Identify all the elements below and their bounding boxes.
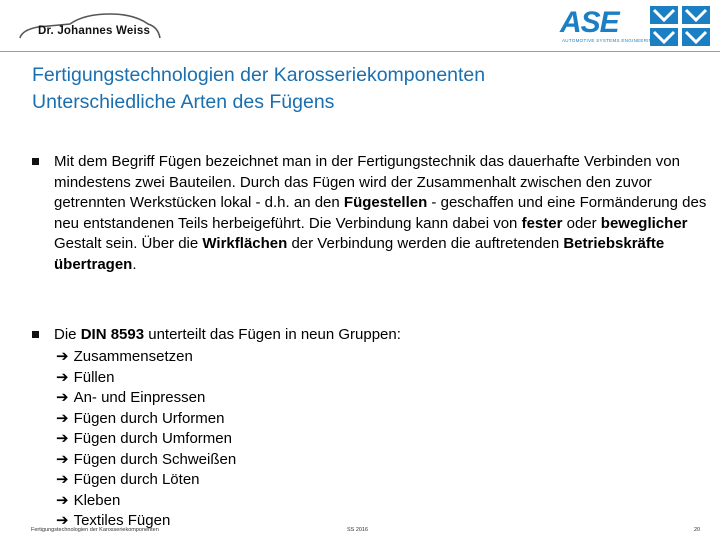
arrow-icon: ➔ (56, 450, 69, 468)
author-logo (18, 10, 163, 44)
arrow-icon: ➔ (56, 430, 69, 447)
header-divider (0, 51, 720, 52)
list-item: ➔ Kleben (56, 491, 121, 509)
list-item: ➔ Fügen durch Löten (56, 471, 200, 488)
arrow-icon: ➔ (56, 389, 69, 406)
din-intro-text: Die DIN 8593 unterteilt das Fügen in neun Gruppen: (54, 326, 401, 343)
ase-logo-subtitle: AUTOMOTIVE SYSTEMS ENGINEERING (562, 38, 657, 43)
footer-page-number: 20 (694, 527, 701, 533)
list-item: ➔ Fügen durch Urformen (56, 409, 225, 427)
slide-title (32, 62, 485, 116)
square-bullet-icon (32, 331, 39, 338)
list-item: ➔ Textiles Fügen (56, 512, 171, 529)
arrow-icon: ➔ (56, 368, 69, 386)
list-item: ➔ Fügen durch Schweißen (56, 450, 237, 468)
arrow-icon: ➔ (56, 471, 69, 488)
arrow-icon: ➔ (56, 348, 69, 365)
title-line-2: Unterschiedliche Arten des Fügens (32, 91, 335, 113)
title-line-1: Fertigungstechnologien der Karosseriekomponenten (32, 64, 486, 86)
footer-semester: SS 2016 (347, 527, 369, 533)
list-item: ➔ Füllen (56, 368, 115, 386)
footer-course-title: Fertigungstechnologien der Karosseriekomponenten (31, 527, 159, 533)
arrow-icon: ➔ (56, 491, 69, 509)
arrow-icon: ➔ (56, 512, 69, 529)
list-item: ➔ Zusammensetzen (56, 348, 193, 365)
square-bullet-icon (32, 158, 39, 165)
institute-emblem-icon (650, 6, 712, 46)
list-item: ➔ Fügen durch Umformen (56, 430, 232, 447)
ase-logo (560, 6, 712, 46)
list-item: ➔ An- und Einpressen (56, 389, 206, 406)
definition-text: Mit dem Begriff Fügen bezeichnet man in der Fertigungstechnik das dauerhafte Verbinden von mindestens zwei Bauteilen. Durch das Fügen wird der Zusammenhalt zwischen den zuvor getrennten Werkstücken lokal - d.h. an den Fügestellen - geschaffen und eine Formänderung des neu entstandenen Teils herbeigeführt. Die Verbindung kann dabei von fester oder beweglicher Gestalt sein. Über die Wirkflächen der Verbindung werden die auftretenden Betriebskräfte übertragen. (54, 153, 707, 273)
groups-list (56, 347, 236, 532)
ase-logo-text: ASE (560, 6, 619, 39)
author-name: Dr. Johannes Weiss (38, 25, 151, 37)
arrow-icon: ➔ (56, 409, 69, 427)
